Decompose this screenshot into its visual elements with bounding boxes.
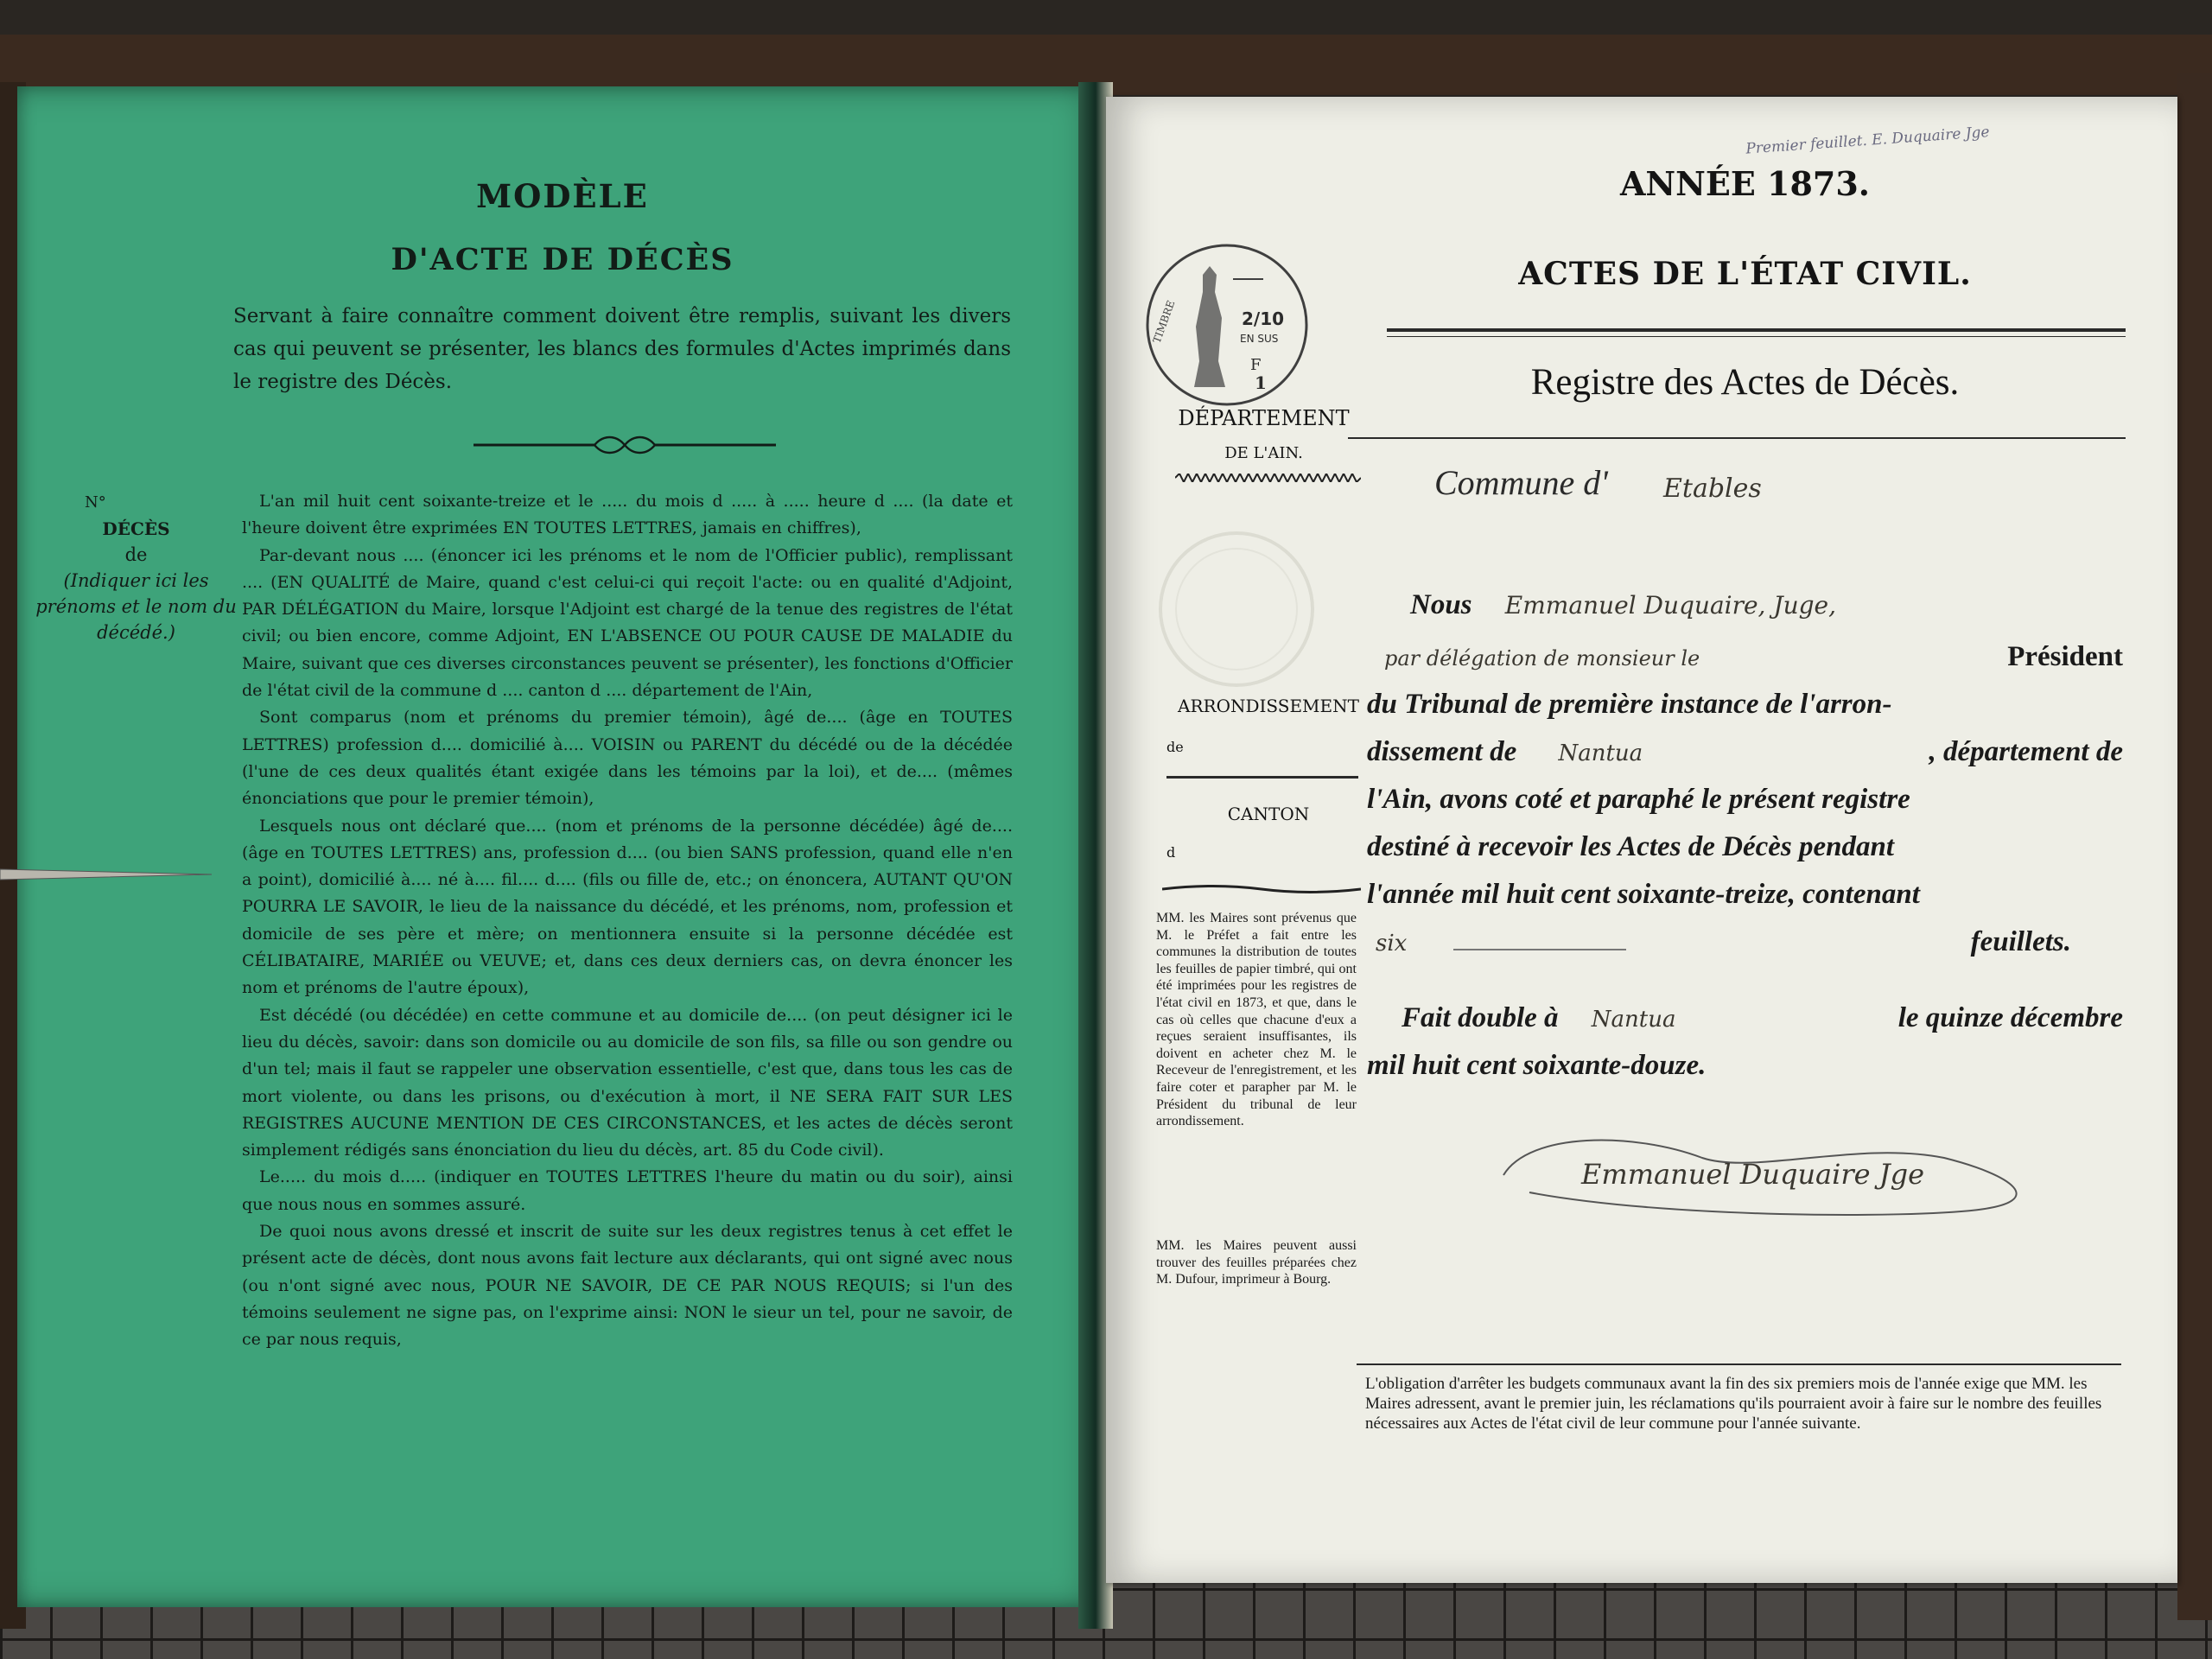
paragraph: Sont comparus (nom et prénoms du premier témoin), âgé de.... (âge en TOUTES LETTRES) profession d.... domicilié à.... VOISIN ou PARENT du décédé ou de la décédée (l'une de ces deux qualités étant exigée dans les témoins par la loi), et de.... (mêmes énonciations que pour le premier témoin), xyxy=(242,708,1013,809)
margin-note: (Indiquer ici les prénoms et le nom du décédé.) xyxy=(35,570,237,643)
canton-label: CANTON xyxy=(1227,804,1310,824)
annee-line: l'année mil huit cent soixante-treize, contenant xyxy=(1367,879,1920,910)
stamp-value: 2/10 xyxy=(1242,308,1285,329)
margin-deces: DÉCÈS xyxy=(102,518,170,539)
nous-line xyxy=(1367,589,2123,621)
commune-value: Etables xyxy=(1663,474,1762,504)
stamp-letter: F xyxy=(1250,356,1262,374)
tribunal-line: du Tribunal de première instance de l'arron- xyxy=(1367,689,1892,720)
book-cover-right xyxy=(2177,73,2212,1620)
rule xyxy=(1348,437,2126,439)
embossed-seal xyxy=(1152,527,1321,691)
rule xyxy=(1357,1363,2121,1365)
date-label: le quinze décembre xyxy=(1897,1002,2123,1033)
dissement-line xyxy=(1367,736,2123,768)
feuillets-value: six xyxy=(1376,931,1408,957)
arrondissement-value: Nantua xyxy=(1558,741,1643,766)
ornament-divider xyxy=(474,432,776,458)
fait-double-line xyxy=(1367,1002,2123,1034)
model-intro: Servant à faire connaître comment doivent être remplis, suivant les divers cas qui peuvent se présenter, les blancs des formules d'Actes imprimés dans le registre des Décès. xyxy=(233,305,1011,393)
nous-label: Nous xyxy=(1410,589,1472,620)
budget-note: L'obligation d'arrêter les budgets communaux avant la fin des six premiers mois de l'année exige que MM. les Maires adressent, avant le premier juin, les réclamations qu'ils pourraient avoir à faire sur le nombre des feuilles nécessaires aux Actes de l'état civil de leur commune pour l'année suivante. xyxy=(1365,1375,2102,1433)
delegation-line xyxy=(1367,641,2123,673)
rule xyxy=(1166,776,1358,779)
register-title: Registre des Actes de Décès. xyxy=(1530,362,1960,403)
stamp-digit: 1 xyxy=(1255,372,1267,393)
feuillets-line xyxy=(1367,926,2123,958)
maires-note-1: MM. les Maires sont prévenus que M. le Préfet a fait entre les communes la distribution de toutes les feuilles de papier timbré, qui ont été imprimées pour les registres de l'état civil en 1873, et que, dans le cas où celles que chacune d'eux a reçues seraient insuffisantes, ils doivent en acheter chez M. le Receveur de l'enregistrement, et les faire coter et parapher par M. le Président du tribunal de leur arrondissement. xyxy=(1156,911,1357,1129)
stamp-sub: EN SUS xyxy=(1240,333,1279,345)
margin-number: N° xyxy=(85,493,106,512)
signature: Emmanuel Duquaire Jge xyxy=(1581,1158,1925,1191)
model-body xyxy=(242,488,1013,1354)
margin-column xyxy=(35,490,238,645)
arrondissement-de: de xyxy=(1166,739,1184,755)
dissement-label: dissement de xyxy=(1367,736,1517,767)
paragraph: Le..... du mois d..... (indiquer en TOUTES LETTRES l'heure du matin ou du soir), ainsi que nous nous en sommes assuré. xyxy=(242,1167,1013,1214)
model-title: MODÈLE xyxy=(476,177,649,215)
destine-line: destiné à recevoir les Actes de Décès pendant xyxy=(1367,831,1895,862)
commune-label: Commune d' xyxy=(1434,463,1608,502)
stamp-text: TIMBRE xyxy=(1150,298,1178,346)
margin-de: de xyxy=(124,544,148,565)
canton-d: d xyxy=(1166,844,1176,861)
paragraph: Par-devant nous .... (énoncer ici les prénoms et le nom de l'Officier public), remplissant .... (EN QUALITÉ de Maire, quand c'est celui-ci qui reçoit l'acte: ou en qualité d'Adjoint, PAR DÉLÉGATION du Maire, lorsque l'Adjoint est chargé de la tenue des registres de l'état civil; ou bien encore, comme Adjoint, EN L'ABSENCE OU POUR CAUSE DE MALADIE du Maire, suivant que ces diverses circonstances peuvent se présenter), les fonctions d'Officier de l'état civil de la commune d .... canton d .... département de l'Ain, xyxy=(242,545,1013,701)
nous-value: Emmanuel Duquaire, Juge, xyxy=(1504,591,1837,620)
departement-de-label: , département de xyxy=(1929,736,2123,767)
model-subtitle: D'ACTE DE DÉCÈS xyxy=(391,242,734,277)
ain-line: l'Ain, avons coté et paraphé le présent registre xyxy=(1367,784,1910,815)
ornament-rule xyxy=(1162,881,1361,897)
mil-line: mil huit cent soixante-douze. xyxy=(1367,1050,1707,1081)
year-heading: ANNÉE 1873. xyxy=(1619,164,1871,203)
zigzag-rule xyxy=(1175,474,1361,482)
delegation-value: par délégation de monsieur le xyxy=(1384,646,1700,671)
paragraph: L'an mil huit cent soixante-treize et le ..... du mois d ..... à ..... heure d .... (la date et l'heure doivent être exprimées EN TOUTES LETTRES, jamais en chiffres), xyxy=(242,492,1013,538)
rule xyxy=(1387,336,2126,337)
actes-heading: ACTES DE L'ÉTAT CIVIL. xyxy=(1518,256,1972,292)
arrondissement-label: ARRONDISSEMENT xyxy=(1178,696,1359,716)
paragraph: Est décédé (ou décédée) en cette commune et au domicile de.... (on peut désigner ici le lieu du décès, savoir: dans son domicile ou au domicile de son fils, sa fille ou son gendre ou d'un tel; mais il faut se rappeler une observation essentielle, c'est que, dans tous les cas de mort violente, ou dans les prisons, ou d'exécution à mort, il NE SERA FAIT SUR LES REGISTRES AUCUNE MENTION DE CES CIRCONSTANCES, et les actes de décès seront simplement rédigés sans énonciation du lieu du décès, art. 85 du Code civil). xyxy=(242,1005,1013,1160)
de-lain-label: DE L'AIN. xyxy=(1224,444,1303,462)
left-page-model xyxy=(17,86,1108,1607)
handwritten-annotation: Premier feuillet. E. Duquaire Jge xyxy=(1745,123,1991,158)
rule xyxy=(1387,328,2126,332)
fill-line xyxy=(1453,949,1626,950)
fait-double-label: Fait double à xyxy=(1402,1002,1559,1033)
president-label: Président xyxy=(2007,641,2123,672)
paragraph: Lesquels nous ont déclaré que.... (nom et prénoms de la personne décédée) âgé de.... (âge en TOUTES LETTRES) ans, profession d.... (ou bien SANS profession, quand elle n'en a point), domicilié à.... né à.... fil.... d.... (fils ou fille de, etc.; on énoncera, AUTANT QU'ON POURRA LE SAVOIR, le lieu de la naissance du décédé, et les prénoms, nom, profession et domicile de ses père et mère; on mentionnera ensuite si la personne décédée est CÉLIBATAIRE, MARIÉE ou VEUVE; et, dans ces deux derniers cas, on devra énoncer les nom et prénoms de l'autre époux), xyxy=(242,816,1013,998)
maires-note-2: MM. les Maires peuvent aussi trouver des feuilles préparées chez M. Dufour, imprimeur à Bourg. xyxy=(1156,1238,1357,1287)
paragraph: De quoi nous avons dressé et inscrit de suite sur les deux registres tenus à cet effet le présent acte de décès, dont nous avons fait lecture aux déclarants, qui ont signé avec nous (ou n'ont signé avec nous, POUR NE SAVOIR, DE CE PAR NOUS REQUIS; si l'un des témoins seulement ne signe pas, on l'exprime ainsi: NON le sieur un tel, pour ne savoir, de ce par nous requis, xyxy=(242,1222,1013,1350)
timbre-stamp xyxy=(1142,240,1312,410)
metal-page-pointer xyxy=(0,868,216,881)
fait-double-place: Nantua xyxy=(1591,1007,1676,1033)
departement-label: DÉPARTEMENT xyxy=(1178,406,1350,430)
feuillets-label: feuillets. xyxy=(1970,926,2071,957)
